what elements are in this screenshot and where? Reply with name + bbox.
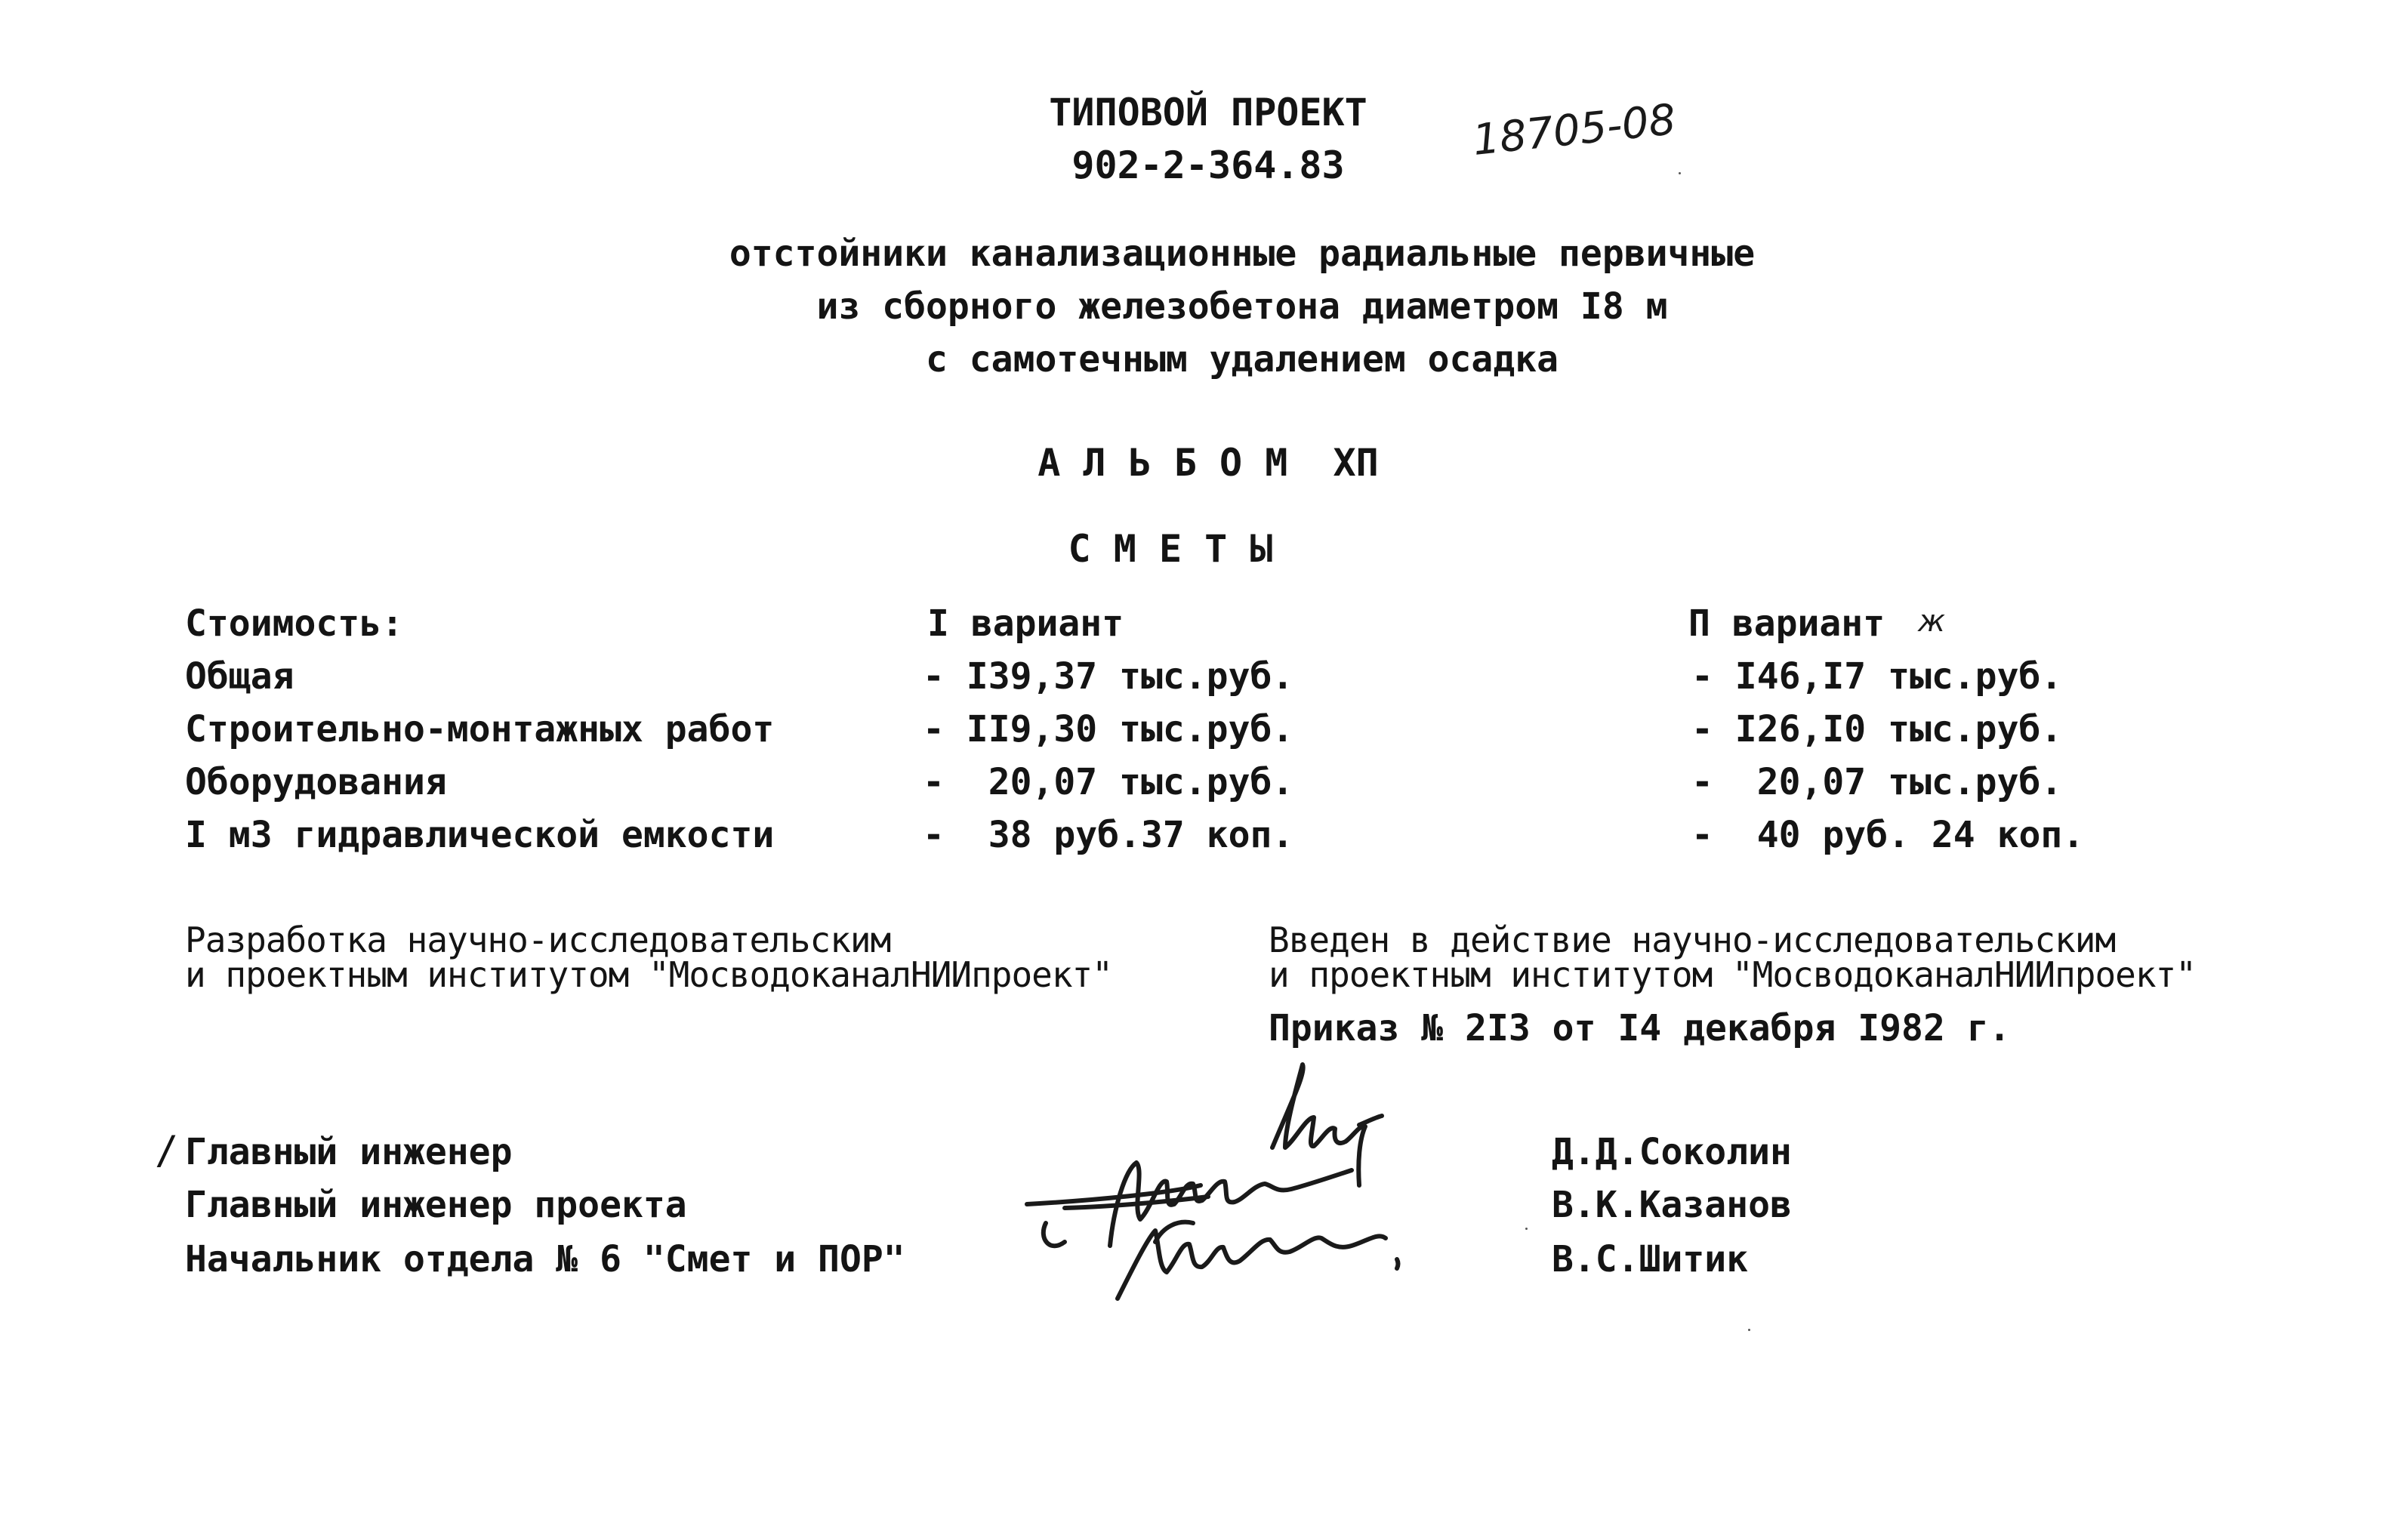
archive-number: 18705-08 (1470, 95, 1679, 165)
developed-by-line-2: и проектным институтом "МосводоканалНИИпроект" (185, 954, 1112, 995)
table-row-label: I м3 гидравлической емкости (185, 814, 775, 856)
signatory-role: Главный инженер проекта (185, 1184, 687, 1226)
signatory-name: Д.Д.Соколин (1552, 1131, 1792, 1173)
table-row-label: Общая (185, 655, 294, 698)
table-row-variant-1: - I39,37 тыс.руб. (923, 655, 1294, 698)
section-title: С М Е Т Ы (1068, 527, 1273, 571)
table-row-label: Строительно-монтажных работ (185, 708, 775, 750)
table-row-variant-2: - 40 руб. 24 коп. (1691, 814, 2085, 856)
table-row-label: Оборудования (185, 761, 447, 803)
signatory-role: Главный инженер (185, 1131, 513, 1173)
subject-line-3: с самотечным удалением осадка (925, 338, 1559, 381)
subject-line-1: отстойники канализационные радиальные первичные (729, 233, 1756, 275)
signatory-name: В.К.Казанов (1552, 1184, 1792, 1226)
scan-speck (1748, 1329, 1750, 1331)
signatures-image (1004, 1057, 1442, 1306)
variant-2-header: П вариант (1688, 602, 1885, 645)
table-row-variant-1: - II9,30 тыс.руб. (923, 708, 1294, 750)
signatory-mark: / (155, 1128, 179, 1173)
album-title: А Л Ь Б О М ХП (1038, 441, 1379, 485)
signatory-role: Начальник отдела № 6 "Смет и ПОР" (185, 1238, 905, 1280)
table-row-variant-2: - I46,I7 тыс.руб. (1691, 655, 2063, 698)
variant-2-mark: ж (1918, 604, 1946, 639)
enacted-by-line-2: и проектным институтом "МосводоканалНИИпроект" (1269, 954, 2196, 995)
table-row-variant-1: - 38 руб.37 коп. (923, 814, 1294, 856)
cost-label: Стоимость: (185, 602, 403, 645)
table-row-variant-2: - I26,I0 тыс.руб. (1691, 708, 2063, 750)
subject-line-2: из сборного железобетона диаметром I8 м (816, 285, 1668, 328)
developed-by-line-1: Разработка научно-исследовательским (185, 920, 891, 960)
project-number: 902-2-364.83 (1071, 143, 1345, 187)
variant-1-header: I вариант (927, 602, 1124, 645)
scan-speck (1679, 172, 1681, 174)
scan-speck (1525, 1228, 1528, 1230)
enacted-by-line-1: Введен в действие научно-исследовательским (1269, 920, 2116, 960)
table-row-variant-2: - 20,07 тыс.руб. (1691, 761, 2063, 803)
order-reference: Приказ № 2I3 от I4 декабря I982 г. (1269, 1007, 2011, 1049)
signatory-name: В.С.Шитик (1552, 1238, 1749, 1280)
project-type-title: ТИПОВОЙ ПРОЕКТ (1049, 91, 1367, 134)
table-row-variant-1: - 20,07 тыс.руб. (923, 761, 1294, 803)
